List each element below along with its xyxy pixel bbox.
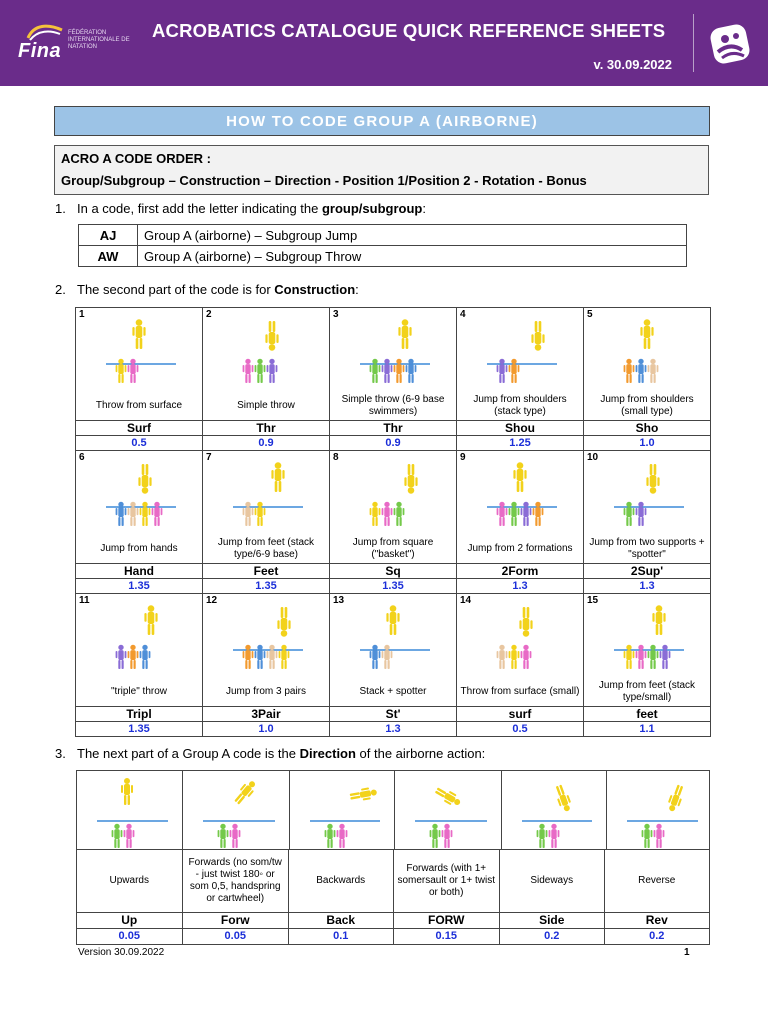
- swimmer-figure: [624, 645, 635, 669]
- construction-figure-icon: [330, 451, 456, 535]
- direction-code: FORW: [394, 913, 501, 928]
- direction-figure-icon: [183, 771, 289, 849]
- construction-value: 1.3: [457, 578, 583, 593]
- construction-illustration: [76, 594, 202, 678]
- swimmer-figure: [124, 824, 135, 848]
- direction-value: 0.05: [183, 929, 290, 944]
- step-text-part: The second part of the code is for: [77, 282, 275, 297]
- construction-description: Jump from 3 pairs: [225, 686, 307, 697]
- construction-value: 1.35: [330, 578, 456, 593]
- swimmer-figure: [394, 359, 405, 383]
- swimmer-figure: [404, 464, 417, 494]
- swimmer-figure: [398, 319, 411, 349]
- swimmer-figure: [267, 645, 278, 669]
- construction-figure-icon: [584, 308, 710, 392]
- construction-cell: [457, 451, 584, 593]
- step-text-bold: Construction: [274, 282, 356, 297]
- swimmer-figure: [255, 645, 266, 669]
- swimmer-figure: [370, 502, 381, 526]
- construction-value: 0.9: [330, 435, 456, 450]
- direction-value: 0.15: [394, 929, 501, 944]
- construction-code: 2Sup': [584, 563, 710, 578]
- construction-figure-icon: [584, 451, 710, 535]
- swimmer-figure: [267, 359, 278, 383]
- subgroup-description: Group A (airborne) – Subgroup Throw: [138, 246, 687, 267]
- swimmer-figure: [271, 462, 284, 492]
- construction-illustration: [584, 308, 710, 392]
- swimmer-figure: [497, 359, 508, 383]
- table-row: [79, 225, 687, 246]
- construction-value: 1.0: [203, 721, 329, 736]
- construction-figure-icon: [203, 594, 329, 678]
- construction-number: 4: [460, 309, 466, 320]
- construction-figure-icon: [330, 594, 456, 678]
- step-number: 1.: [55, 201, 66, 216]
- construction-value: 1.0: [584, 435, 710, 450]
- swimmer-figure: [128, 645, 139, 669]
- swimmer-figure: [430, 824, 441, 848]
- swimmer-figure: [370, 359, 381, 383]
- swimmer-figure: [660, 645, 671, 669]
- swimmer-figure: [509, 502, 520, 526]
- swimmer-figure: [509, 359, 520, 383]
- construction-description: Jump from hands: [100, 543, 178, 554]
- swimmer-figure: [112, 824, 123, 848]
- swimmer-figure: [370, 645, 381, 669]
- swimmer-figure: [394, 502, 405, 526]
- construction-description: Jump from 2 formations: [467, 543, 573, 554]
- construction-number: 14: [460, 595, 472, 606]
- direction-code: Forw: [183, 913, 290, 928]
- swimmer-figure: [652, 605, 665, 635]
- construction-value: 1.35: [76, 721, 202, 736]
- construction-description: Simple throw: [237, 400, 295, 411]
- direction-illustration: [183, 771, 290, 849]
- construction-value: 0.9: [203, 435, 329, 450]
- direction-desc: Reverse: [638, 875, 676, 886]
- header-divider: [693, 14, 694, 72]
- construction-description: Throw from surface (small): [460, 686, 580, 697]
- construction-figure-icon: [203, 308, 329, 392]
- direction-code: Side: [500, 913, 605, 928]
- construction-code: feet: [584, 706, 710, 721]
- subgroup-description: Group A (airborne) – Subgroup Jump: [138, 225, 687, 246]
- construction-description: Jump from two supports + "spotter": [589, 537, 705, 560]
- direction-row-desc: [77, 850, 709, 913]
- step-text: [77, 746, 485, 761]
- construction-value: 1.35: [203, 578, 329, 593]
- direction-illustration: [395, 771, 502, 849]
- swimmer-figure: [232, 778, 259, 806]
- section-heading: HOW TO CODE GROUP A (AIRBORNE): [54, 106, 710, 136]
- swimmer-figure: [624, 502, 635, 526]
- construction-code: Surf: [76, 420, 202, 435]
- swimmer-figure: [121, 778, 133, 805]
- swimmer-figure: [243, 645, 254, 669]
- swimmer-figure: [433, 785, 462, 809]
- construction-figure-icon: [457, 594, 583, 678]
- page-title: ACROBATICS CATALOGUE QUICK REFERENCE SHEETS: [152, 20, 666, 41]
- direction-illustration: [502, 771, 607, 849]
- step-text-part: :: [355, 282, 359, 297]
- construction-number: 15: [587, 595, 599, 606]
- swimmer-figure: [636, 359, 647, 383]
- fina-swirl-icon: [26, 22, 66, 42]
- construction-illustration: [330, 594, 456, 678]
- direction-code: Rev: [645, 913, 668, 927]
- swimmer-figure: [521, 502, 532, 526]
- construction-code: 2Form: [457, 563, 583, 578]
- swimmer-figure: [549, 824, 560, 848]
- direction-value: 0.1: [289, 929, 394, 944]
- swimmer-figure: [442, 824, 453, 848]
- direction-figure-icon: [607, 771, 712, 849]
- construction-description: Jump from square ("basket"): [352, 537, 434, 560]
- construction-cell: [584, 451, 710, 593]
- construction-figure-icon: [584, 594, 710, 678]
- construction-number: 2: [206, 309, 212, 320]
- construction-value: 1.3: [330, 721, 456, 736]
- construction-illustration: [203, 451, 329, 535]
- direction-code: Up: [77, 913, 183, 928]
- direction-desc: Backwards: [289, 850, 394, 912]
- construction-figure-icon: [330, 308, 456, 392]
- construction-value: 1.35: [76, 578, 202, 593]
- step-text-bold: Direction: [299, 746, 356, 761]
- construction-description: Throw from surface: [95, 400, 183, 411]
- direction-figure-icon: [290, 771, 394, 849]
- swimmer-figure: [382, 502, 393, 526]
- construction-value: 1.1: [584, 721, 710, 736]
- swimmer-figure: [642, 824, 653, 848]
- swimmer-figure: [497, 502, 508, 526]
- footer-version: Version 30.09.2022: [78, 947, 165, 958]
- construction-code: Tripl: [76, 706, 202, 721]
- construction-cell: [330, 451, 457, 593]
- direction-desc: Sideways: [500, 850, 605, 912]
- swimmer-figure: [382, 645, 393, 669]
- construction-number: 5: [587, 309, 593, 320]
- step-text-part: of the airborne action:: [355, 746, 486, 761]
- fina-logo: [18, 22, 138, 66]
- version-label: v. 30.09.2022: [593, 57, 672, 72]
- construction-code: surf: [457, 706, 583, 721]
- swimmer-figure: [531, 321, 544, 351]
- construction-figure-icon: [203, 451, 329, 535]
- table-row: [79, 246, 687, 267]
- swimmer-figure: [116, 502, 127, 526]
- direction-figure-icon: [502, 771, 606, 849]
- swimmer-figure: [116, 359, 127, 383]
- direction-figure-icon: [77, 771, 182, 849]
- swimmer-figure: [138, 464, 151, 494]
- construction-number: 10: [587, 452, 599, 463]
- header-banner: [0, 0, 768, 86]
- construction-code: Shou: [457, 420, 583, 435]
- construction-cell: [76, 451, 203, 593]
- swimmer-figure: [128, 359, 139, 383]
- construction-figure-icon: [76, 594, 202, 678]
- construction-illustration: [584, 594, 710, 678]
- swimmer-figure: [648, 645, 659, 669]
- fina-federation-text: FÉDÉRATION INTERNATIONALE DE NATATION: [68, 30, 130, 50]
- code-order-label: ACRO A CODE ORDER :: [61, 151, 211, 166]
- direction-value: 0.2: [500, 929, 605, 944]
- swimmer-figure: [533, 502, 544, 526]
- construction-description: Jump from feet (stack type/small): [598, 680, 696, 703]
- step-text-bold: group/subgroup: [321, 201, 423, 216]
- construction-description: "triple" throw: [110, 686, 167, 697]
- construction-number: 1: [79, 309, 85, 320]
- artistic-swimming-emblem-icon: [708, 22, 752, 66]
- construction-code: Feet: [203, 563, 329, 578]
- construction-code: Thr: [203, 420, 329, 435]
- swimmer-figure: [497, 645, 508, 669]
- construction-code: Hand: [76, 563, 202, 578]
- swimmer-figure: [513, 462, 526, 492]
- construction-cell: [584, 308, 710, 450]
- construction-code: 3Pair: [203, 706, 329, 721]
- step-number: 2.: [55, 282, 66, 297]
- swimmer-figure: [255, 502, 266, 526]
- step-text-part: The next part of a Group A code is the: [77, 746, 300, 761]
- construction-description: Simple throw (6-9 base swimmers): [341, 394, 445, 417]
- direction-desc: Forwards (with 1+ somersault or 1+ twist or both): [394, 850, 500, 912]
- construction-illustration: [457, 451, 583, 535]
- construction-number: 7: [206, 452, 212, 463]
- swimmer-figure: [640, 319, 653, 349]
- swimmer-figure: [406, 359, 417, 383]
- swimmer-figure: [509, 645, 520, 669]
- construction-figure-icon: [457, 451, 583, 535]
- construction-value: 1.25: [457, 435, 583, 450]
- direction-value: 0.2: [649, 930, 665, 942]
- construction-illustration: [457, 594, 583, 678]
- swimmer-figure: [537, 824, 548, 848]
- construction-value: 1.3: [584, 578, 710, 593]
- construction-illustration: [330, 308, 456, 392]
- swimmer-figure: [521, 645, 532, 669]
- swimmer-figure: [382, 359, 393, 383]
- construction-value: 0.5: [76, 435, 202, 450]
- swimmer-figure: [140, 502, 151, 526]
- swimmer-figure: [132, 319, 145, 349]
- direction-code: Back: [289, 913, 394, 928]
- subgroup-code: AJ: [79, 225, 138, 246]
- step-number: 3.: [55, 746, 66, 761]
- swimmer-figure: [337, 824, 348, 848]
- direction-row-img: [77, 771, 709, 850]
- construction-code: Thr: [330, 420, 456, 435]
- code-order-box: [54, 145, 709, 195]
- step-text: [77, 282, 359, 297]
- construction-cell: [457, 594, 584, 736]
- construction-illustration: [457, 308, 583, 392]
- direction-value: 0.05: [77, 929, 183, 944]
- construction-illustration: [76, 308, 202, 392]
- construction-value: 0.5: [457, 721, 583, 736]
- swimmer-figure: [646, 464, 659, 494]
- direction-figure-icon: [395, 771, 501, 849]
- construction-row: [76, 594, 710, 736]
- swimmer-figure: [255, 359, 266, 383]
- swimmer-figure: [152, 502, 163, 526]
- step-text: [77, 201, 426, 216]
- construction-code: Sq: [330, 563, 456, 578]
- construction-row: [76, 308, 710, 451]
- construction-number: 9: [460, 452, 466, 463]
- swimmer-figure: [277, 607, 290, 637]
- swimmer-figure: [624, 359, 635, 383]
- construction-code: St': [330, 706, 456, 721]
- page-number: 1: [684, 947, 690, 958]
- construction-illustration: [203, 308, 329, 392]
- direction-row-code: [77, 913, 709, 929]
- swimmer-figure: [243, 502, 254, 526]
- direction-grid: [76, 770, 710, 945]
- swimmer-figure: [553, 784, 574, 813]
- direction-illustration: [290, 771, 395, 849]
- swimmer-figure: [654, 824, 665, 848]
- construction-description: Jump from feet (stack type/6-9 base): [217, 537, 315, 560]
- swimmer-figure: [128, 502, 139, 526]
- subgroup-table: [78, 224, 687, 267]
- construction-description: Jump from shoulders (small type): [600, 394, 694, 417]
- construction-illustration: [584, 451, 710, 535]
- construction-figure-icon: [76, 308, 202, 392]
- construction-row: [76, 451, 710, 594]
- construction-cell: [203, 308, 330, 450]
- swimmer-figure: [243, 359, 254, 383]
- construction-number: 8: [333, 452, 339, 463]
- swimmer-figure: [140, 645, 151, 669]
- swimmer-figure: [636, 645, 647, 669]
- direction-row-value: [77, 929, 709, 944]
- swimmer-figure: [386, 605, 399, 635]
- swimmer-figure: [230, 824, 241, 848]
- fina-logo-text: Fina: [18, 40, 62, 62]
- swimmer-figure: [349, 786, 378, 803]
- direction-desc: Forwards (no som/tw - just twist 180◦ or som 0,5, handspring or cartwheel): [183, 850, 289, 912]
- code-order-sequence: Group/Subgroup – Construction – Direction - Position 1/Position 2 - Rotation - Bonus: [61, 173, 587, 188]
- construction-cell: [203, 451, 330, 593]
- construction-cell: [76, 308, 203, 450]
- construction-illustration: [76, 451, 202, 535]
- construction-figure-icon: [457, 308, 583, 392]
- construction-cell: [584, 594, 710, 736]
- construction-cell: [330, 594, 457, 736]
- swimmer-figure: [279, 645, 290, 669]
- step-text-part: :: [422, 201, 426, 216]
- construction-description: Jump from shoulders (stack type): [473, 394, 567, 417]
- construction-number: 12: [206, 595, 218, 606]
- construction-cell: [203, 594, 330, 736]
- construction-code: Sho: [584, 420, 710, 435]
- construction-cell: [330, 308, 457, 450]
- construction-number: 11: [79, 595, 90, 606]
- construction-number: 3: [333, 309, 339, 320]
- construction-grid: [75, 307, 711, 737]
- swimmer-figure: [636, 502, 647, 526]
- construction-illustration: [203, 594, 329, 678]
- construction-number: 13: [333, 595, 345, 606]
- step-text-part: In a code, first add the letter indicating the: [77, 201, 322, 216]
- direction-illustration: [77, 771, 183, 849]
- construction-cell: [457, 308, 584, 450]
- construction-illustration: [330, 451, 456, 535]
- construction-number: 6: [79, 452, 85, 463]
- direction-desc: Upwards: [77, 850, 183, 912]
- construction-description: Stack + spotter: [359, 686, 427, 697]
- construction-cell: [76, 594, 203, 736]
- direction-illustration: [607, 771, 712, 849]
- subgroup-code: AW: [79, 246, 138, 267]
- swimmer-figure: [666, 784, 687, 813]
- swimmer-figure: [116, 645, 127, 669]
- swimmer-figure: [648, 359, 659, 383]
- swimmer-figure: [144, 605, 157, 635]
- swimmer-figure: [265, 321, 278, 351]
- swimmer-figure: [519, 607, 532, 637]
- swimmer-figure: [325, 824, 336, 848]
- swimmer-figure: [218, 824, 229, 848]
- construction-figure-icon: [76, 451, 202, 535]
